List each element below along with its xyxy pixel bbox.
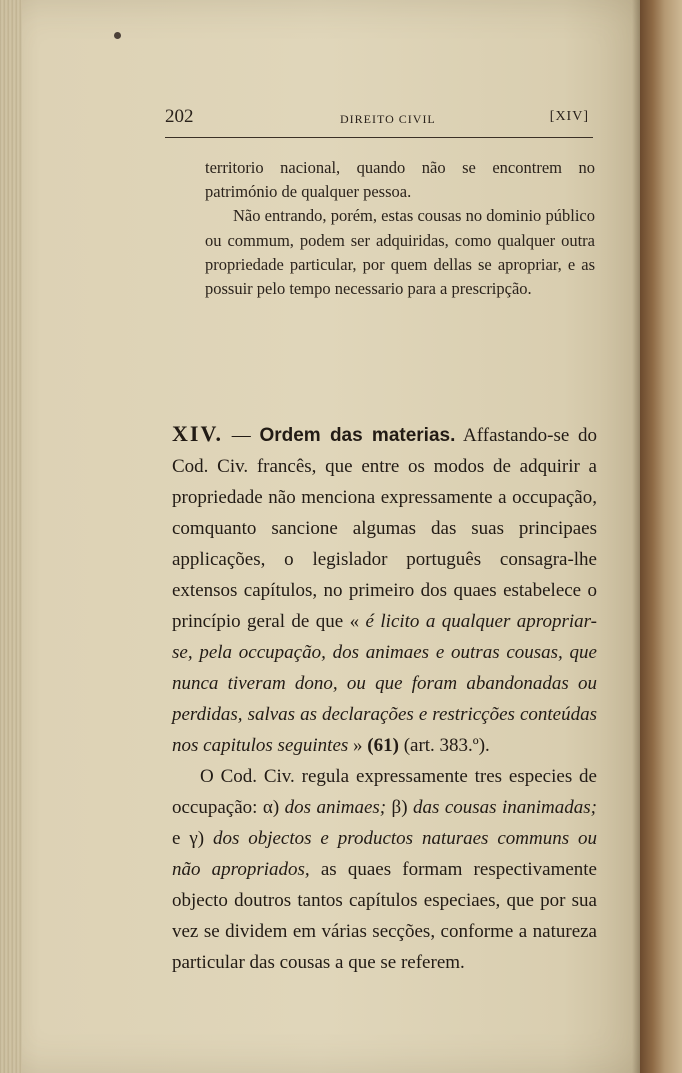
section-tag: [XIV] [549, 109, 589, 124]
section-title: Ordem das materias. [259, 425, 456, 446]
section-paragraph-1 [172, 418, 597, 761]
section-paragraph-2 [172, 761, 597, 978]
footnote-ref: (61) [367, 735, 399, 756]
text-run: e γ) [172, 828, 213, 849]
page-stack-edge [0, 0, 22, 1073]
italic-run: dos animaes; [284, 797, 387, 818]
italic-run: das cousas inanimadas; [412, 797, 597, 818]
text-run: O Cod. Civ. regula expressamente tres especies de occupação: α) [172, 766, 597, 818]
section-number: XIV. [172, 421, 224, 446]
italic-run: dos objectos e productos naturaes communs ou não apropriados, [172, 828, 597, 880]
paragraph: Não entrando, porém, estas cousas no dominio público ou commum, podem ser adquiridas, como qualquer outra propriedade particular, por quem dellas se apropriar, e as possuir pelo tempo necessario para a prescripção. [205, 206, 595, 299]
page-header [165, 104, 591, 134]
spine-shadow [632, 0, 640, 1073]
text-run: Affastando-se do Cod. Civ. francês, que entre os modos de adquirir a propriedade não menciona expressamente a occupação, comquanto sancione algumas das suas principaes applicações, o legislador português consagra-lhe extensos capítulos, no primeiro dos quaes estabelece o princípio geral de que « [172, 425, 597, 632]
continued-text [205, 156, 595, 301]
text-run: (art. 383.º). [398, 735, 490, 756]
section-dash: — [223, 425, 260, 446]
header-rule [165, 137, 593, 138]
running-title: DIREITO CIVIL [340, 112, 436, 126]
facing-page-edge [640, 0, 682, 1073]
quoted-article: é licito a qualquer apropriar-se, pela occupação, dos animaes e outras cousas, que nunca tiveram dono, ou que foram abandonadas ou perdidas, salvas as declarações e restricções conteúdas nos capitulos seguintes [172, 611, 597, 756]
paragraph: territorio nacional, quando não se encontrem no património de qualquer pessoa. [205, 158, 595, 202]
ink-spot [114, 32, 121, 39]
text-run: as quaes formam respectivamente objecto doutros tantos capítulos especiaes, que por sua vez se dividem em várias secções, conforme a natureza particular das cousas a que se referem. [172, 859, 597, 973]
text-run: β) [386, 797, 413, 818]
text-run: » [348, 735, 368, 756]
page-number: 202 [165, 106, 194, 127]
section-xiv [172, 418, 597, 978]
